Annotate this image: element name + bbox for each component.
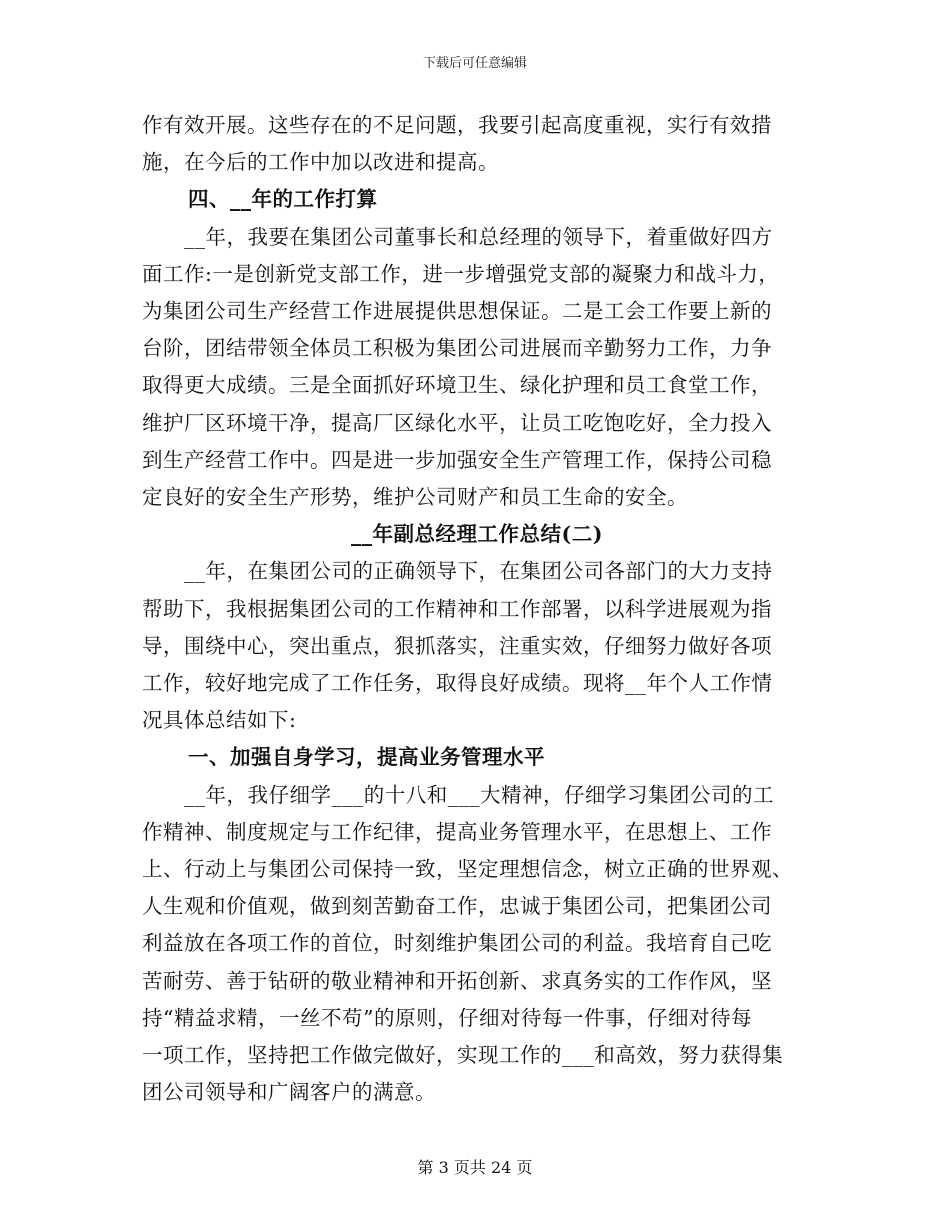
paragraph-line: 取得更大成绩。三是全面抓好环境卫生、绿化护理和员工食堂工作， (142, 373, 772, 398)
paragraph-line: 利益放在各项工作的首位，时刻维护集团公司的利益。我培育自己吃 (142, 931, 772, 956)
paragraph (142, 219, 812, 517)
paragraph-line: 苦耐劳、善于钻研的敬业精神和开拓创新、求真务实的工作作风，坚 (142, 968, 772, 993)
paragraph-line: 作精神、制度规定与工作纪律，提高业务管理水平，在思想上、工作 (142, 819, 772, 844)
paragraph-line: 作有效开展。这些存在的不足问题，我要引起高度重视，实行有效措 (142, 113, 772, 137)
paragraph-line: 导，围绕中心，突出重点，狠抓落实，注重实效，仔细努力做好各项 (142, 633, 772, 658)
paragraph-line: 台阶，团结带领全体员工积极为集团公司进展而辛勤努力工作，力争 (142, 336, 772, 361)
paragraph-line: 上、行动上与集团公司保持一致，坚定理想信念，树立正确的世界观、 (142, 857, 793, 882)
page-header: 下载后可任意编辑 (422, 56, 527, 71)
paragraph-line: 况具体总结如下: (142, 708, 297, 733)
paragraph-line: 工作，较好地完成了工作任务，取得良好成绩。现将__年个人工作情 (142, 671, 773, 696)
section-title: __年副总经理工作总结(二) (351, 522, 603, 547)
paragraph-line: 到生产经营工作中。四是进一步加强安全生产管理工作，保持公司稳 (142, 447, 772, 472)
section-heading: 四、__年的工作打算 (188, 187, 378, 212)
section-heading: 一、加强自身学习，提高业务管理水平 (188, 745, 545, 770)
paragraph-line: 维护厂区环境干净，提高厂区绿化水平，让员工吃饱吃好，全力投入 (142, 410, 772, 435)
paragraph-line: 人生观和价值观，做到刻苦勤奋工作，忠诚于集团公司，把集团公司 (142, 894, 772, 919)
paragraph (142, 553, 812, 739)
page-footer: 第 3 页共 24 页 (417, 1158, 533, 1177)
paragraph-line: 团公司领导和广阔客户的满意。 (142, 1080, 436, 1105)
paragraph-line: __年，我要在集团公司董事长和总经理的领导下，着重做好四方 (142, 224, 773, 249)
paragraph-line: 一项工作，坚持把工作做完做好，实现工作的___和高效，努力获得集 (142, 1043, 784, 1068)
paragraph (142, 107, 812, 181)
paragraph-line: 为集团公司生产经营工作进展提供思想保证。二是工会工作要上新的 (142, 299, 772, 324)
paragraph-line: 面工作:一是创新党支部工作，进一步增强党支部的凝聚力和战斗力， (142, 261, 780, 286)
paragraph-line: __年，我仔细学___的十八和___大精神，仔细学习集团公司的工 (142, 782, 774, 807)
paragraph-line: 施，在今后的工作中加以改进和提高。 (142, 150, 499, 175)
paragraph-line: 帮助下，我根据集团公司的工作精神和工作部署，以科学进展观为指 (142, 596, 772, 621)
paragraph-line: 定良好的安全生产形势，维护公司财产和员工生命的安全。 (142, 485, 688, 510)
paragraph-line: __年，在集团公司的正确领导下，在集团公司各部门的大力支持 (142, 559, 773, 584)
paragraph (142, 777, 812, 1112)
document-body (142, 107, 812, 1111)
paragraph-line: 持“精益求精，一丝不苟”的原则，仔细对待每一件事，仔细对待每 (142, 1005, 752, 1030)
